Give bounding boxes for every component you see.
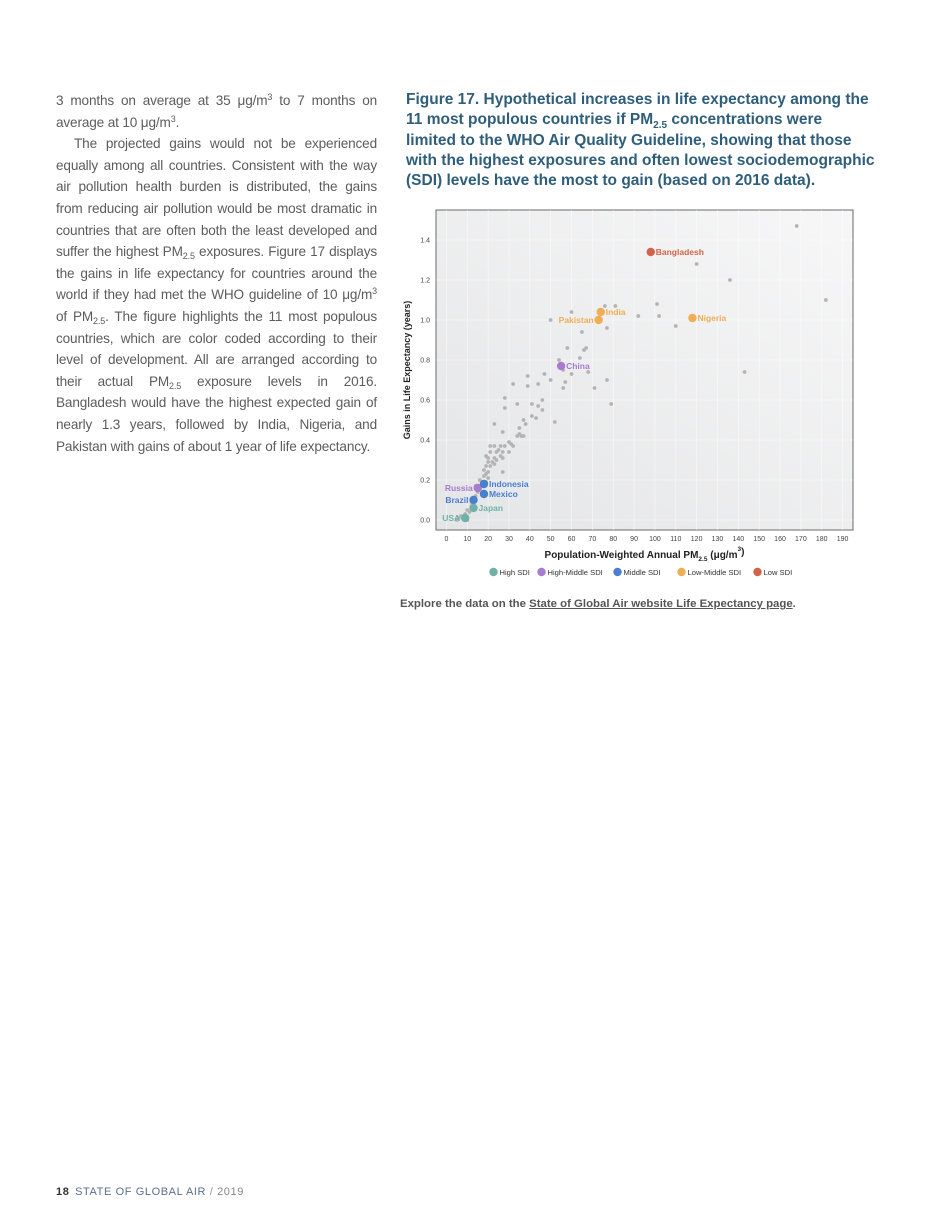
text-segment: Figure 17. Hypothetical increases in life expectancy among the 11 most populous countries if PM	[406, 91, 869, 129]
x-tick-label: 110	[670, 536, 682, 543]
x-tick-label: 10	[463, 536, 472, 543]
scatter-point	[526, 384, 530, 388]
publication-year: 2019	[217, 1186, 244, 1198]
x-axis-label-part: 2.5	[698, 556, 708, 563]
text-segment: exposure levels in 2016. Bangladesh would have the highest expected gain of nearly 1.3 years, followed by India, Nigeria, and Pakistan with gains of about 1 year of life expectancy.	[56, 373, 377, 454]
scatter-point	[636, 314, 640, 318]
x-axis-label-part: Population-Weighted Annual PM	[544, 550, 699, 561]
scatter-point	[503, 396, 507, 400]
scatter-point	[486, 456, 490, 460]
scatter-point	[580, 330, 584, 334]
y-axis-label: Gains in Life Expectancy (years)	[402, 300, 412, 440]
scatter-point	[557, 358, 561, 362]
x-tick-label: 150	[753, 536, 766, 543]
publication-name: STATE OF GLOBAL AIR	[75, 1186, 207, 1198]
x-tick-label: 70	[588, 536, 597, 543]
scatter-point	[536, 404, 540, 408]
scatter-point	[728, 278, 732, 282]
text-segment: 3	[372, 286, 377, 297]
x-tick-label: 40	[525, 536, 534, 543]
scatter-point	[570, 310, 574, 314]
page-number: 18	[56, 1186, 70, 1198]
scatter-chart-svg	[398, 205, 868, 590]
scatter-point	[743, 370, 747, 374]
highlight-point-mexico	[480, 490, 488, 498]
body-paragraph-2	[56, 133, 377, 457]
scatter-point	[536, 382, 540, 386]
page-footer	[56, 1186, 244, 1198]
scatter-point	[655, 302, 659, 306]
x-tick-label: 30	[505, 536, 513, 543]
scatter-point	[503, 444, 507, 448]
scatter-point	[561, 386, 565, 390]
scatter-point	[499, 444, 503, 448]
y-tick-label: 1.2	[420, 277, 430, 285]
scatter-point	[484, 464, 488, 468]
text-segment: concentrations were limited to the WHO Air Quality Guideline, showing that those with the highest exposures and often lowest sociodemographic (SDI) levels have the most to gain (based on 2016 data).	[406, 111, 875, 190]
x-tick-label: 90	[630, 536, 638, 543]
country-label-japan: Japan	[478, 503, 504, 513]
scatter-point	[495, 458, 499, 462]
scatter-point	[563, 380, 567, 384]
scatter-point	[518, 426, 522, 430]
scatter-point	[492, 444, 496, 448]
text-segment: . The figure highlights the 11 most populous countries, which are color coded according to their level of development. All are arranged according to their actual PM	[56, 308, 377, 389]
y-tick-label: 0.4	[420, 437, 430, 445]
scatter-point	[540, 408, 544, 412]
figure-title	[406, 90, 876, 191]
highlight-point-india	[597, 308, 605, 316]
life-expectancy-page-link[interactable]: State of Global Air website Life Expectancy page	[529, 598, 793, 610]
text-segment: 3	[170, 113, 176, 124]
scatter-point	[530, 414, 534, 418]
text-segment: 3 months on average at 35 μg/m	[56, 93, 268, 108]
x-tick-label: 190	[836, 536, 849, 543]
x-tick-label: 130	[711, 536, 724, 543]
scatter-point	[488, 464, 492, 468]
scatter-point	[605, 378, 609, 382]
country-label-pakistan: Pakistan	[558, 315, 594, 325]
y-tick-label: 0.2	[420, 477, 430, 485]
scatter-point	[674, 324, 678, 328]
x-axis-label	[545, 546, 745, 563]
scatter-point	[526, 374, 530, 378]
scatter-point	[549, 378, 553, 382]
x-tick-label: 180	[815, 536, 828, 543]
x-tick-label: 170	[795, 536, 807, 543]
highlight-point-japan	[469, 504, 477, 512]
explore-suffix: .	[792, 598, 796, 610]
scatter-point	[486, 460, 490, 464]
y-tick-label: 1.4	[420, 237, 430, 245]
scatter-point	[484, 472, 488, 476]
x-tick-label: 60	[567, 536, 576, 543]
country-label-bangladesh: Bangladesh	[655, 247, 704, 257]
legend-label: Middle SDI	[623, 568, 661, 577]
scatter-point	[578, 356, 582, 360]
highlight-point-bangladesh	[647, 248, 655, 256]
scatter-point	[657, 314, 661, 318]
scatter-point	[553, 420, 557, 424]
legend-swatch	[753, 568, 761, 576]
x-axis-label-part: 3	[737, 546, 742, 553]
text-segment: of PM	[56, 308, 94, 324]
legend-label: High SDI	[499, 568, 530, 577]
scatter-point	[501, 450, 505, 454]
legend-swatch	[537, 568, 545, 576]
scatter-point	[534, 416, 538, 420]
x-tick-label: 20	[484, 536, 493, 543]
y-tick-label: 0.6	[420, 397, 430, 405]
scatter-point	[501, 470, 505, 474]
country-label-indonesia: Indonesia	[488, 479, 529, 489]
text-segment: 2.5	[182, 251, 195, 262]
country-label-russia: Russia	[444, 483, 473, 493]
explore-prefix: Explore the data on the	[400, 598, 530, 610]
x-tick-label: 100	[649, 536, 661, 543]
scatter-point	[497, 448, 501, 452]
scatter-point	[503, 406, 507, 410]
text-segment: 2.5	[653, 120, 668, 132]
x-axis-label-part: )	[741, 547, 745, 558]
legend-swatch	[613, 568, 621, 576]
body-paragraph-1	[56, 90, 377, 133]
scatter-point	[565, 346, 569, 350]
highlight-point-pakistan	[594, 316, 602, 324]
scatter-point	[543, 372, 547, 376]
explore-data-note	[400, 598, 796, 610]
y-tick-label: 0.8	[420, 357, 430, 365]
highlight-point-brazil	[469, 496, 477, 504]
scatter-point	[695, 262, 699, 266]
highlight-point-usa	[461, 514, 469, 522]
figure-17-chart	[398, 205, 868, 590]
x-tick-label: 140	[732, 536, 745, 543]
scatter-point	[824, 298, 828, 302]
text-segment: 2.5	[93, 315, 106, 326]
text-segment: 2.5	[169, 380, 182, 391]
highlight-point-china	[557, 362, 565, 370]
country-label-india: India	[605, 307, 626, 317]
scatter-point	[501, 456, 505, 460]
scatter-point	[524, 422, 528, 426]
scatter-point	[515, 434, 519, 438]
scatter-point	[507, 450, 511, 454]
scatter-point	[570, 372, 574, 376]
x-axis-label-part: (μg/m	[707, 550, 738, 561]
country-label-usa: USA	[442, 513, 461, 523]
scatter-point	[605, 326, 609, 330]
legend-label: High-Middle SDI	[547, 568, 603, 577]
scatter-point	[482, 468, 486, 472]
scatter-point	[509, 442, 513, 446]
scatter-point	[492, 462, 496, 466]
scatter-point	[593, 386, 597, 390]
scatter-point	[492, 422, 496, 426]
highlight-point-nigeria	[688, 314, 696, 322]
x-tick-label: 50	[546, 536, 555, 543]
scatter-point	[795, 224, 799, 228]
legend-swatch	[677, 568, 685, 576]
country-label-mexico: Mexico	[488, 489, 518, 499]
y-tick-label: 1.0	[420, 317, 430, 325]
legend-label: Low SDI	[763, 568, 793, 577]
y-tick-label: 0.0	[420, 517, 430, 525]
country-label-china: China	[566, 361, 590, 371]
legend-swatch	[489, 568, 497, 576]
legend-label: Low-Middle SDI	[687, 568, 742, 577]
highlight-point-indonesia	[480, 480, 488, 488]
scatter-point	[522, 434, 526, 438]
x-tick-label: 160	[774, 536, 786, 543]
text-segment: The projected gains would not be experienced equally among all countries. Consistent with the way air pollution health burden is distributed, the gains from reducing air pollution would be most dramatic in countries that are often both the least developed and suffer the highest PM	[56, 136, 377, 260]
x-tick-label: 120	[690, 536, 703, 543]
scatter-point	[549, 318, 553, 322]
scatter-point	[515, 402, 519, 406]
text-segment: 3	[267, 92, 273, 102]
footer-separator: /	[206, 1186, 218, 1198]
scatter-point	[609, 402, 613, 406]
x-tick-label: 0	[444, 536, 449, 543]
body-text-column	[56, 90, 377, 457]
scatter-point	[522, 418, 526, 422]
scatter-point	[501, 430, 505, 434]
scatter-point	[540, 398, 544, 402]
text-segment: exposures. Figure 17 displays the gains in life expectancy for countries around the world if they had met the WHO guideline of 10 μg/m	[56, 244, 377, 303]
scatter-point	[488, 444, 492, 448]
country-label-brazil: Brazil	[445, 495, 469, 505]
x-tick-label: 80	[609, 536, 618, 543]
scatter-point	[488, 450, 492, 454]
scatter-point	[530, 402, 534, 406]
text-segment: to 7 months on average at 10 μg/m	[56, 93, 378, 130]
text-segment: .	[175, 114, 180, 130]
country-label-nigeria: Nigeria	[697, 313, 727, 323]
scatter-point	[584, 346, 588, 350]
scatter-point	[511, 382, 515, 386]
